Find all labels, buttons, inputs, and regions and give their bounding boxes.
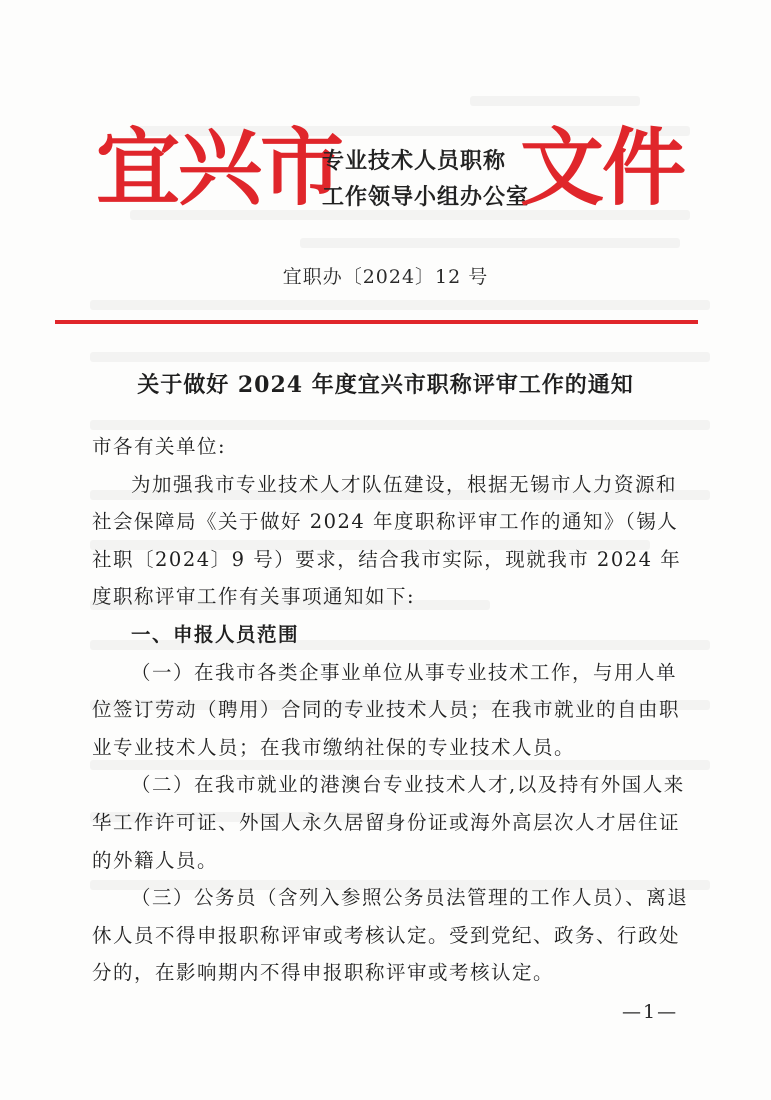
header-office-line2: 工作领导小组办公室 bbox=[322, 184, 530, 210]
section-heading-1: 一、申报人员范围 bbox=[131, 622, 300, 646]
document-title: 关于做好 2024 年度宜兴市职称评审工作的通知 bbox=[137, 372, 634, 398]
document-body bbox=[92, 428, 692, 992]
paragraph-item-1: （一）在我市各类企事业单位从事专业技术工作，与用人单位签订劳动（聘用）合同的专业技术人员；在我市就业的自由职业专业技术人员；在我市缴纳社保的专业技术人员。 bbox=[92, 660, 681, 759]
header-city: 宜兴市 bbox=[96, 119, 343, 217]
header-office-line1: 专业技术人员职称 bbox=[322, 148, 507, 174]
header-doc-word: 文件 bbox=[520, 119, 685, 217]
paragraph-intro: 为加强我市专业技术人才队伍建设，根据无锡市人力资源和社会保障局《关于做好 2024 年度职称评审工作的通知》（锡人社职〔2024〕9 号）要求，结合我市实际，现就我市 2024 年度职称评审工作有关事项通知如下: bbox=[92, 472, 682, 609]
red-separator-line bbox=[55, 320, 698, 324]
page-number: —1— bbox=[622, 1001, 679, 1023]
paragraph-item-3: （三）公务员（含列入参照公务员法管理的工作人员）、离退休人员不得申报职称评审或考核认定。受到党纪、政务、行政处分的，在影响期内不得申报职称评审或考核认定。 bbox=[92, 886, 689, 985]
salutation: 市各有关单位: bbox=[92, 435, 227, 458]
header-office bbox=[322, 143, 530, 215]
document-number: 宜职办〔2024〕12 号 bbox=[282, 266, 489, 288]
paragraph-item-2: （二）在我市就业的港澳台专业技术人才,以及持有外国人来华工作许可证、外国人永久居留身份证或海外高层次人才居住证的外籍人员。 bbox=[92, 773, 685, 872]
